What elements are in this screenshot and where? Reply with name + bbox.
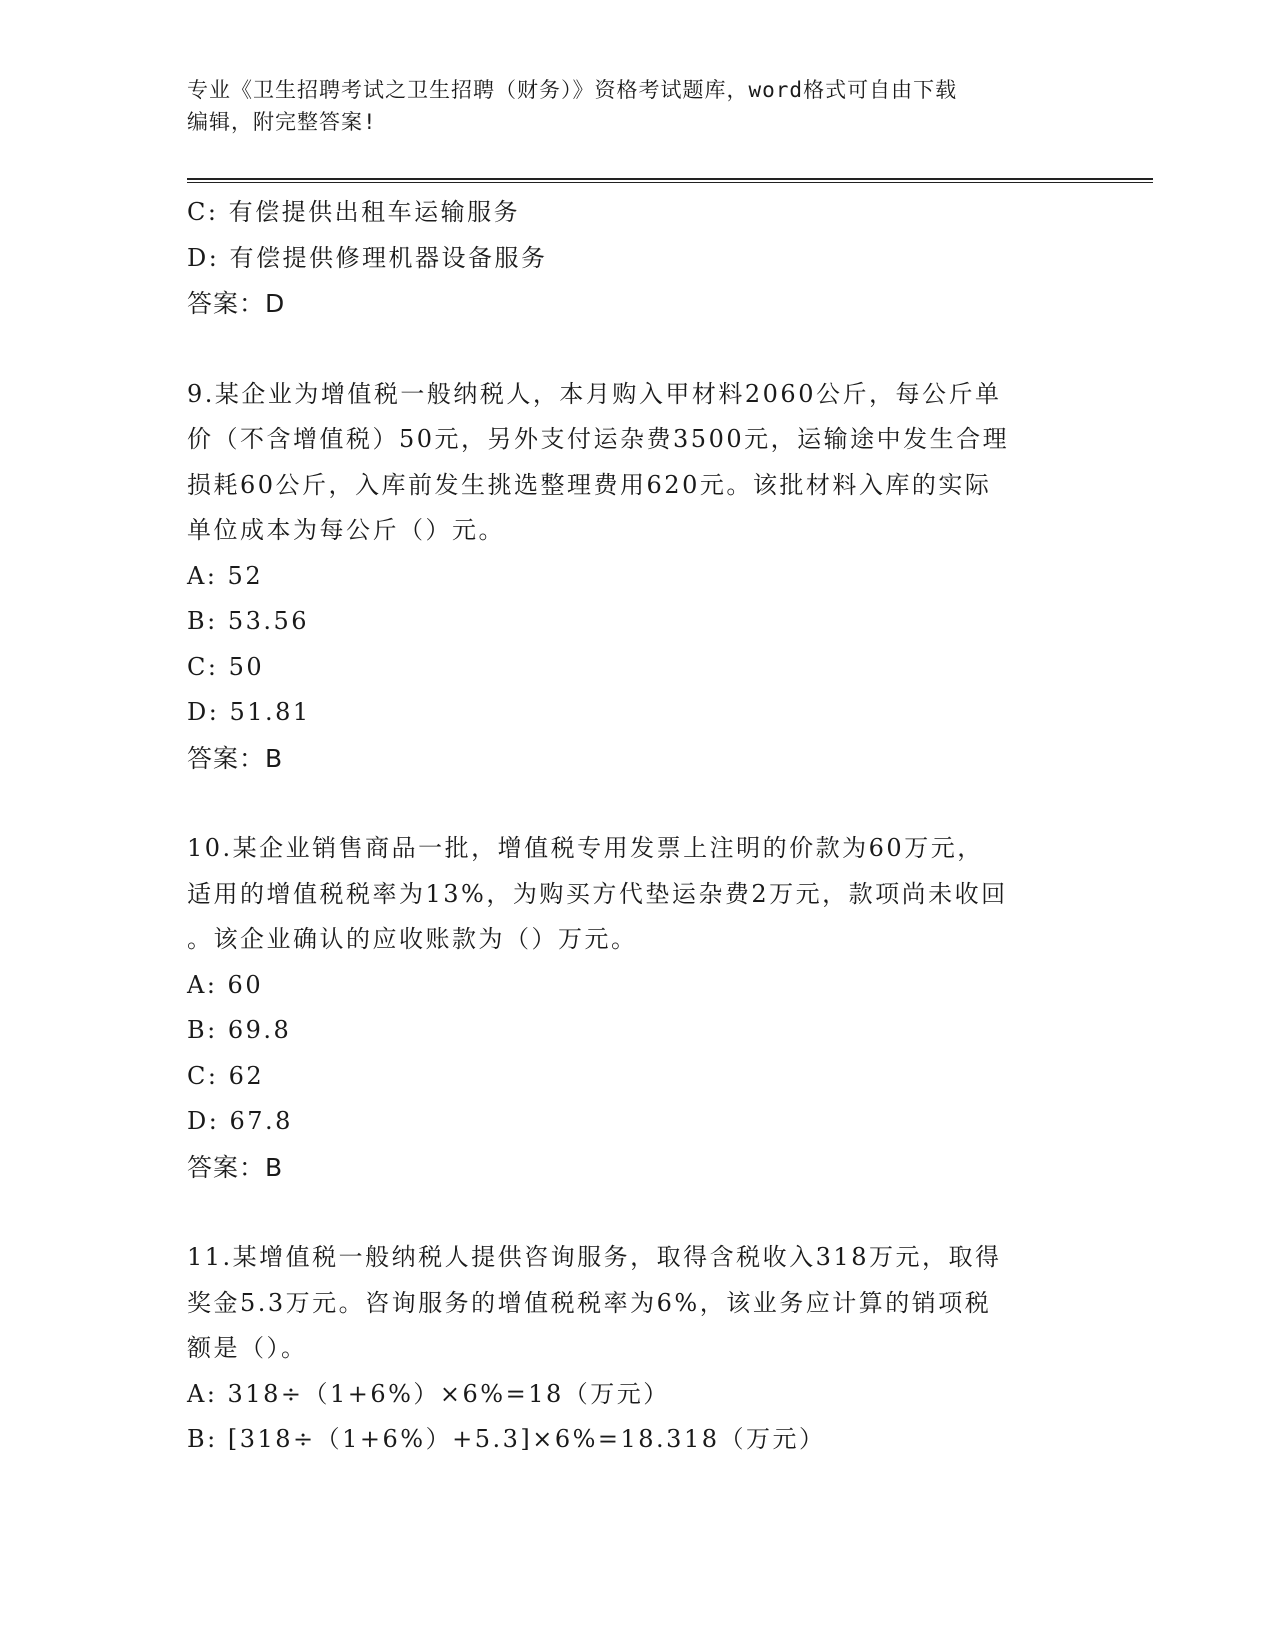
question-text-line: 9.某企业为增值税一般纳税人，本月购入甲材料2060公斤，每公斤单 [187, 379, 1002, 408]
question-text-line: 价（不含增值税）50元，另外支付运杂费3500元，运输途中发生合理 [187, 425, 1010, 453]
option-b: B: 53.56 [187, 607, 310, 635]
option-d: D: 有偿提供修理机器设备服务 [187, 243, 548, 272]
option-a: A: 60 [187, 970, 264, 999]
spacer [187, 781, 1087, 826]
question-content [187, 190, 1087, 1463]
question-text-line: 单位成本为每公斤（）元。 [187, 516, 505, 544]
option-d: D: 67.8 [187, 1107, 293, 1135]
question-text-line: 损耗60公斤，入库前发生挑选整理费用620元。该批材料入库的实际 [187, 470, 992, 499]
previous-question-tail [187, 190, 1087, 327]
question-text-line: 10.某企业销售商品一批，增值税专用发票上注明的价款为60万元， [187, 834, 984, 862]
option-a: A: 318÷（1+6%）×6%=18（万元） [187, 1379, 670, 1408]
option-c: C: 有偿提供出租车运输服务 [187, 198, 521, 226]
question-text-line: 适用的增值税税率为13%，为购买方代垫运杂费2万元，款项尚未收回 [187, 879, 1008, 908]
question-text-line: 奖金5.3万元。咨询服务的增值税税率为6%，该业务应计算的销项税 [187, 1288, 992, 1317]
option-b: B: 69.8 [187, 1016, 292, 1044]
header-line-1: 专业《卫生招聘考试之卫生招聘（财务）》资格考试题库，word格式可自由下载 [187, 78, 958, 102]
answer: 答案：B [187, 1152, 284, 1182]
question-text-line: 11.某增值税一般纳税人提供咨询服务，取得含税收入318万元，取得 [187, 1243, 1002, 1271]
answer: 答案：D [187, 289, 286, 318]
option-d: D: 51.81 [187, 698, 311, 726]
document-header [187, 74, 1087, 138]
option-c: C: 50 [187, 652, 265, 681]
question-text-line: 。该企业确认的应收账款为（）万元。 [187, 925, 638, 953]
question-11 [187, 1235, 1087, 1463]
option-c: C: 62 [187, 1061, 265, 1090]
question-10 [187, 826, 1087, 1190]
answer: 答案：B [187, 743, 284, 773]
option-a: A: 52 [187, 561, 264, 590]
header-divider [187, 178, 1153, 183]
spacer [187, 327, 1087, 372]
header-line-2: 编辑，附完整答案! [187, 110, 377, 134]
spacer [187, 1190, 1087, 1235]
option-b: B: [318÷（1+6%）+5.3]×6%=18.318（万元） [187, 1425, 826, 1453]
question-text-line: 额是（）。 [187, 1334, 308, 1362]
question-9 [187, 372, 1087, 782]
